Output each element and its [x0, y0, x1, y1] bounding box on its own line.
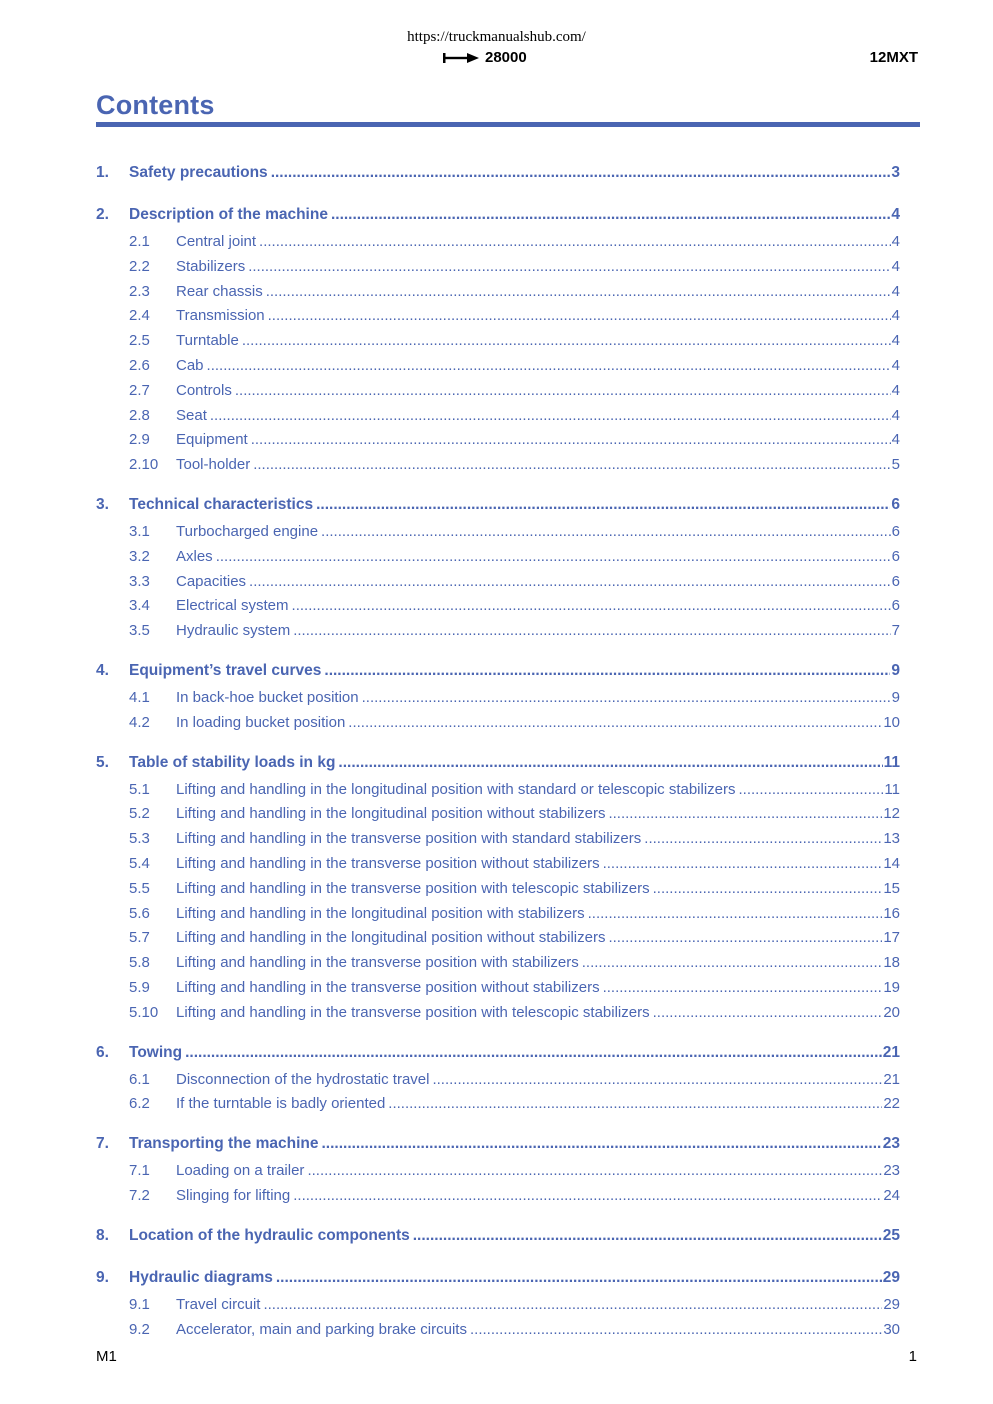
toc-dot-leader: [292, 594, 891, 619]
toc-section-number: 3.4: [129, 597, 150, 615]
toc-section-number: 6.2: [129, 1095, 150, 1113]
toc-chapter-title: Location of the hydraulic components: [129, 1226, 410, 1244]
toc-section-entry[interactable]: [96, 545, 900, 570]
toc-section-entry[interactable]: [96, 1001, 900, 1026]
toc-section-title: Lifting and handling in the transverse position without stabilizers: [176, 978, 600, 996]
toc-dot-leader: [207, 354, 891, 379]
toc-dot-leader: [253, 453, 890, 478]
toc-chapter-number: 7.: [96, 1135, 109, 1153]
toc-section-entry[interactable]: [96, 329, 900, 354]
toc-dot-leader: [307, 1159, 882, 1184]
toc-page-number: 22: [883, 1095, 900, 1113]
toc-chapter-number: 6.: [96, 1043, 109, 1061]
toc-dot-leader: [251, 428, 891, 453]
toc-section-number: 5.4: [129, 854, 150, 872]
toc-dot-leader: [321, 520, 891, 545]
toc-section-entry[interactable]: [96, 1293, 900, 1318]
toc-chapter-entry[interactable]: [96, 1221, 900, 1251]
toc-section-entry[interactable]: [96, 1159, 900, 1184]
toc-dot-leader: [432, 1068, 882, 1093]
toc-dot-leader: [338, 748, 882, 778]
toc-dot-leader: [324, 656, 890, 686]
toc-section-entry[interactable]: [96, 778, 900, 803]
toc-dot-leader: [582, 951, 883, 976]
toc-page-number: 23: [883, 1162, 900, 1180]
toc-dot-leader: [588, 902, 883, 927]
toc-dot-leader: [210, 404, 891, 429]
toc-section-title: Equipment: [176, 431, 248, 449]
toc-section-entry[interactable]: [96, 926, 900, 951]
toc-page-number: 16: [883, 904, 900, 922]
toc-dot-leader: [271, 158, 891, 188]
toc-section-title: Turbocharged engine: [176, 522, 319, 540]
toc-page-number: 5: [891, 456, 900, 474]
toc-dot-leader: [331, 200, 890, 230]
toc-chapter-entry[interactable]: [96, 1129, 900, 1159]
toc-section-title: Hydraulic system: [176, 622, 291, 640]
toc-section-title: Disconnection of the hydrostatic travel: [176, 1070, 430, 1088]
toc-chapter: [96, 158, 900, 188]
toc-section-title: Tool-holder: [176, 456, 251, 474]
toc-section-title: Accelerator, main and parking brake circuits: [176, 1320, 467, 1338]
toc-section-title: Slinging for lifting: [176, 1186, 291, 1204]
toc-chapter: [96, 656, 900, 736]
toc-section-number: 5.8: [129, 954, 150, 972]
toc-section-entry[interactable]: [96, 619, 900, 644]
toc-section-entry[interactable]: [96, 1092, 900, 1117]
toc-section-title: Lifting and handling in the transverse position without stabilizers: [176, 854, 600, 872]
toc-dot-leader: [348, 711, 882, 736]
toc-chapter-title: Safety precautions: [129, 164, 268, 181]
toc-section-number: 3.1: [129, 522, 150, 540]
toc-section-title: If the turntable is badly oriented: [176, 1095, 386, 1113]
toc-chapter: [96, 1129, 900, 1209]
toc-section-entry[interactable]: [96, 520, 900, 545]
serial-number: 28000: [485, 49, 527, 66]
toc-section-title: Lifting and handling in the longitudinal position without stabilizers: [176, 929, 606, 947]
toc-chapter-entry[interactable]: [96, 200, 900, 230]
toc-section-number: 5.7: [129, 929, 150, 947]
toc-dot-leader: [276, 1263, 882, 1293]
toc-section-title: Axles: [176, 547, 213, 565]
toc-dot-leader: [653, 877, 883, 902]
toc-section-number: 9.1: [129, 1295, 150, 1313]
toc-dot-leader: [608, 926, 882, 951]
toc-chapter-title: Equipment’s travel curves: [129, 661, 322, 679]
toc-section-entry[interactable]: [96, 230, 900, 255]
toc-dot-leader: [268, 304, 891, 329]
toc-dot-leader: [248, 255, 890, 280]
toc-chapter-number: 9.: [96, 1268, 109, 1286]
toc-section-title: Travel circuit: [176, 1295, 261, 1313]
toc-section-entry[interactable]: [96, 711, 900, 736]
toc-chapter-entry[interactable]: [96, 748, 900, 778]
toc-section-entry[interactable]: [96, 1184, 900, 1209]
model-code: 12MXT: [869, 49, 918, 66]
toc-page-number: 11: [883, 753, 900, 771]
toc-page-number: 13: [883, 830, 900, 848]
toc-page-number: 24: [883, 1186, 900, 1204]
toc-section-entry[interactable]: [96, 304, 900, 329]
toc-page-number: 6: [891, 547, 900, 565]
toc-page-number: 10: [883, 713, 900, 731]
toc-section-number: 7.2: [129, 1186, 150, 1204]
toc-section-number: 2.10: [129, 456, 159, 474]
toc-section-entry[interactable]: [96, 686, 900, 711]
toc-dot-leader: [316, 490, 890, 520]
footer-page-number: 1: [908, 1348, 917, 1365]
toc-section-title: Stabilizers: [176, 257, 246, 275]
toc-section-number: 6.1: [129, 1070, 150, 1088]
toc-section-title: Cab: [176, 356, 204, 374]
toc-page-number: 14: [883, 854, 900, 872]
toc-page-number: 4: [891, 356, 900, 374]
toc-section-number: 3.3: [129, 572, 150, 590]
toc-dot-leader: [644, 827, 882, 852]
toc-section-entry[interactable]: [96, 594, 900, 619]
toc-section-number: 7.1: [129, 1162, 150, 1180]
toc-page-number: 21: [882, 1043, 900, 1061]
toc-dot-leader: [259, 230, 891, 255]
toc-section-number: 5.1: [129, 780, 150, 798]
toc-dot-leader: [293, 619, 890, 644]
toc-page-number: 11: [884, 780, 900, 798]
toc-page-number: 9: [891, 661, 900, 679]
header-url: https://truckmanualshub.com/: [407, 29, 586, 45]
toc-page-number: 4: [891, 381, 900, 399]
toc-section-entry[interactable]: [96, 280, 900, 305]
toc-dot-leader: [242, 329, 891, 354]
toc-section-entry[interactable]: [96, 379, 900, 404]
toc-section-number: 4.1: [129, 688, 150, 706]
toc-dot-leader: [413, 1221, 882, 1251]
toc-dot-leader: [739, 778, 884, 803]
toc-chapter-number: 5.: [96, 753, 109, 771]
toc-page-number: 4: [891, 307, 900, 325]
toc-page-number: 15: [883, 879, 900, 897]
toc-dot-leader: [321, 1129, 881, 1159]
toc-dot-leader: [653, 1001, 883, 1026]
toc-chapter: [96, 1221, 900, 1251]
toc-page-number: 3: [891, 164, 900, 181]
toc-chapter-entry[interactable]: [96, 1038, 900, 1068]
toc-dot-leader: [185, 1038, 882, 1068]
toc-page-number: 7: [891, 622, 900, 640]
toc-section-entry[interactable]: [96, 1068, 900, 1093]
toc-section-number: 5.6: [129, 904, 150, 922]
toc-section-title: Lifting and handling in the longitudinal position without stabilizers: [176, 805, 606, 823]
footer-section-code: M1: [96, 1348, 117, 1365]
toc-page-number: 6: [891, 572, 900, 590]
toc-chapter-title: Hydraulic diagrams: [129, 1268, 273, 1286]
toc-section-number: 2.4: [129, 307, 150, 325]
toc-section-number: 5.10: [129, 1003, 159, 1021]
toc-chapter-entry[interactable]: [96, 656, 900, 686]
toc-section-number: 2.6: [129, 356, 150, 374]
toc-section-entry[interactable]: [96, 428, 900, 453]
toc-page-number: 19: [883, 978, 900, 996]
toc-dot-leader: [603, 852, 883, 877]
toc-section-number: 2.5: [129, 332, 150, 350]
toc-section-title: Transmission: [176, 307, 265, 325]
toc-chapter-number: 8.: [96, 1226, 109, 1244]
toc-section-title: Loading on a trailer: [176, 1162, 305, 1180]
toc-section-entry[interactable]: [96, 852, 900, 877]
toc-page-number: 4: [891, 431, 900, 449]
toc-section-title: Electrical system: [176, 597, 289, 615]
toc-dot-leader: [388, 1092, 882, 1117]
toc-page-number: 30: [883, 1320, 900, 1338]
toc-section-number: 5.3: [129, 830, 150, 848]
toc-page-number: 4: [891, 406, 900, 424]
toc-dot-leader: [608, 802, 882, 827]
arrow-from-bar-icon: [443, 52, 479, 64]
toc-page-number: 12: [883, 805, 900, 823]
toc-page-number: 21: [883, 1070, 900, 1088]
toc-chapter-title: Technical characteristics: [129, 495, 314, 513]
toc-chapter-number: 3.: [96, 495, 109, 513]
title-divider: [96, 122, 920, 127]
toc-section-entry[interactable]: [96, 1318, 900, 1343]
toc-chapter-entry[interactable]: [96, 158, 900, 188]
toc-chapter: [96, 200, 900, 478]
toc-section-number: 2.1: [129, 233, 150, 250]
toc-section-number: 9.2: [129, 1320, 150, 1338]
toc-section-title: Lifting and handling in the transverse position with telescopic stabilizers: [176, 879, 650, 897]
toc-section-number: 5.5: [129, 879, 150, 897]
toc-section-title: Turntable: [176, 332, 239, 350]
toc-page-number: 20: [883, 1003, 900, 1021]
toc-section-number: 4.2: [129, 713, 150, 731]
serial-range: [443, 49, 527, 66]
toc-section-entry[interactable]: [96, 951, 900, 976]
toc-section-number: 5.9: [129, 978, 150, 996]
toc-dot-leader: [249, 570, 891, 595]
toc-section-title: Lifting and handling in the transverse position with stabilizers: [176, 954, 579, 972]
toc-section-title: Rear chassis: [176, 282, 263, 300]
page-title: Contents: [96, 90, 215, 120]
toc-chapter-title: Transporting the machine: [129, 1135, 319, 1153]
toc-dot-leader: [603, 976, 883, 1001]
toc-section-entry[interactable]: [96, 877, 900, 902]
toc-page-number: 4: [891, 206, 900, 223]
toc-page-number: 29: [883, 1295, 900, 1313]
toc-chapter: [96, 1038, 900, 1118]
toc-section-number: 3.5: [129, 622, 150, 640]
toc-section-title: Central joint: [176, 233, 257, 250]
toc-dot-leader: [263, 1293, 882, 1318]
toc-chapter: [96, 1263, 900, 1343]
toc-section-title: In loading bucket position: [176, 713, 346, 731]
toc-page-number: 23: [882, 1135, 900, 1153]
toc-dot-leader: [470, 1318, 882, 1343]
toc-section-number: 3.2: [129, 547, 150, 565]
toc-section-title: Lifting and handling in the transverse position with telescopic stabilizers: [176, 1003, 650, 1021]
toc-section-entry[interactable]: [96, 354, 900, 379]
toc-section-entry[interactable]: [96, 404, 900, 429]
toc-chapter-entry[interactable]: [96, 490, 900, 520]
toc-section-entry[interactable]: [96, 570, 900, 595]
toc-chapter: [96, 490, 900, 644]
toc-chapter-number: 2.: [96, 206, 109, 223]
toc-chapter-entry[interactable]: [96, 1263, 900, 1293]
toc-section-number: 2.8: [129, 406, 150, 424]
toc-chapter-title: Towing: [129, 1043, 183, 1061]
toc-section-number: 2.3: [129, 282, 150, 300]
toc-section-title: Lifting and handling in the transverse position with standard stabilizers: [176, 830, 642, 848]
toc-dot-leader: [216, 545, 891, 570]
toc-dot-leader: [266, 280, 891, 305]
toc-section-number: 2.9: [129, 431, 150, 449]
toc-section-title: Lifting and handling in the longitudinal position with stabilizers: [176, 904, 585, 922]
toc-page-number: 29: [882, 1268, 900, 1286]
toc-section-entry[interactable]: [96, 976, 900, 1001]
toc-page-number: 4: [891, 282, 900, 300]
toc-chapter: [96, 748, 900, 1026]
toc-page-number: 6: [891, 522, 900, 540]
toc-section-title: Capacities: [176, 572, 247, 590]
toc-section-title: Seat: [176, 406, 207, 424]
toc-chapter-number: 4.: [96, 661, 109, 679]
toc-page-number: 18: [883, 954, 900, 972]
toc-dot-leader: [293, 1184, 882, 1209]
toc-section-number: 2.7: [129, 381, 150, 399]
toc-chapter-title: Table of stability loads in kg: [129, 753, 336, 771]
toc-page-number: 9: [891, 688, 900, 706]
toc-section-entry[interactable]: [96, 453, 900, 478]
toc-section-title: Lifting and handling in the longitudinal position with standard or telescopic stabilizers: [176, 780, 736, 798]
toc-section-title: In back-hoe bucket position: [176, 688, 359, 706]
toc-chapter-number: 1.: [96, 164, 109, 181]
toc-section-number: 2.2: [129, 257, 150, 275]
toc-section-number: 5.2: [129, 805, 150, 823]
toc-dot-leader: [362, 686, 891, 711]
toc-page-number: 6: [891, 597, 900, 615]
toc-page-number: 4: [891, 332, 900, 350]
toc-page-number: 17: [883, 929, 900, 947]
toc-section-title: Controls: [176, 381, 232, 399]
toc-section-entry[interactable]: [96, 802, 900, 827]
table-of-contents: [96, 158, 900, 1354]
toc-section-entry[interactable]: [96, 902, 900, 927]
toc-dot-leader: [235, 379, 891, 404]
toc-page-number: 4: [891, 233, 900, 250]
toc-page-number: 25: [882, 1226, 900, 1244]
toc-section-entry[interactable]: [96, 827, 900, 852]
toc-chapter-title: Description of the machine: [129, 206, 328, 223]
toc-page-number: 6: [891, 495, 900, 513]
toc-page-number: 4: [891, 257, 900, 275]
toc-section-entry[interactable]: [96, 255, 900, 280]
